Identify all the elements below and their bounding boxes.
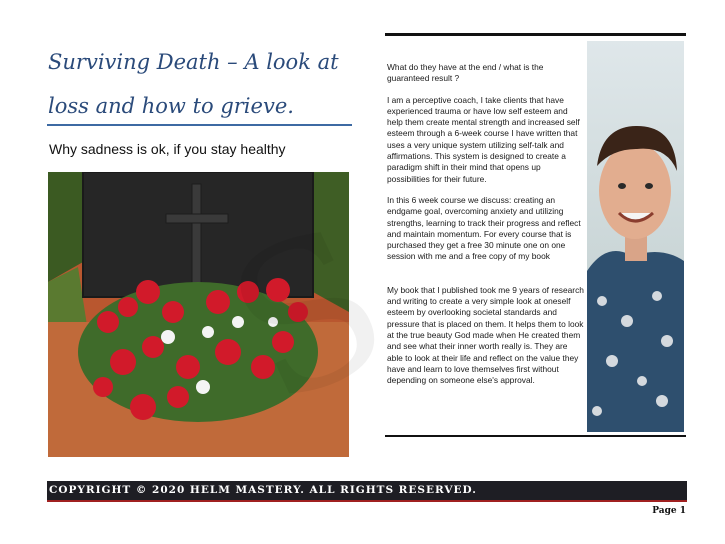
panel-paragraph-4: My book that I published took me 9 years of research and writing to create a very simple look at oneself esteem by overlooking societal standards and pressure that is placed on them. It helps them to look at the true beauty God made when He created them and see what their inner worth really is. They are able to look at their life and reflect on the value they have and learn to love themselves first without depending on someone else's approval. — [387, 284, 584, 386]
panel-text — [387, 62, 585, 397]
panel-paragraph-3: In this 6 week course we discuss: creating an endgame goal, overcoming anxiety and utilizing strengths, learning to track their progress and reflect and maintain momentum. For every course that is purchased they get a free 30 minute one on one session with me and a free copy of my book — [387, 194, 581, 262]
portrait-photo — [587, 41, 684, 432]
page-title: Surviving Death – A look at loss and how to grieve. — [48, 50, 339, 118]
subtitle: Why sadness is ok, if you stay healthy — [49, 141, 286, 157]
footer-accent-line — [47, 500, 687, 502]
panel-paragraph-2: I am a perceptive coach, I take clients that have experienced trauma or have low self esteem and help them create mental strength and increased self esteem through a 6-week course I have written that uses a very unique system utilizing self-talk and affirmations. This system is designed to create a paradigm shift in their mind that opens up possibilities for their future. — [387, 94, 580, 184]
copyright-text: COPYRIGHT © 2020 HELM MASTERY. ALL RIGHTS RESERVED. — [49, 484, 477, 496]
title-divider — [47, 124, 352, 126]
panel-top-rule — [385, 33, 686, 36]
gravestone-photo — [48, 172, 349, 457]
page-number: Page 1 — [652, 506, 686, 516]
panel-paragraph-1: What do they have at the end / what is the guaranteed result ? — [387, 62, 544, 84]
panel-bottom-rule — [385, 435, 686, 437]
content-panel — [385, 33, 686, 437]
